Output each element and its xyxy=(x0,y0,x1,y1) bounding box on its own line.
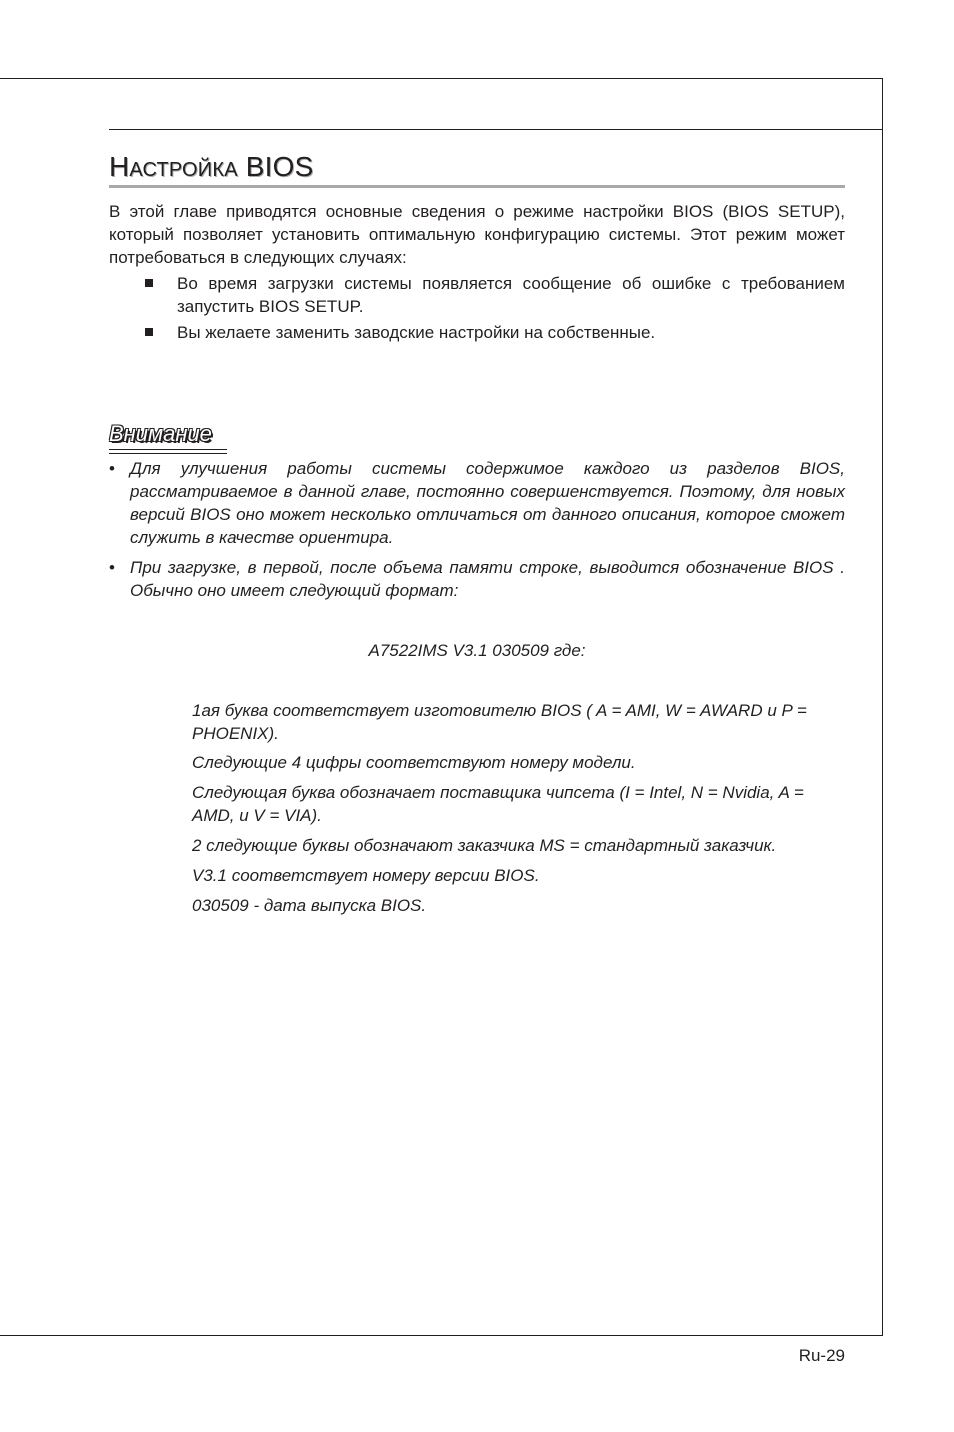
attention-heading: Внимание xyxy=(109,421,212,446)
attention-note xyxy=(109,457,845,549)
bullet-icon: • xyxy=(109,558,115,577)
attention-note-text: При загрузке, в первой, после объема памяти строке, выводится обозначение BIOS . Обычно оно имеет следующий формат: xyxy=(130,558,845,600)
intro-paragraph: В этой главе приводятся основные сведения о режиме настройки BIOS (BIOS SETUP), который позволяет установить оптимальную конфигурацию системы. Этот режим может потребоваться в следующих случаях: xyxy=(109,202,845,267)
list-item-text: Во время загрузки системы появляется сообщение об ошибке с требованием запустить BIOS SETUP. xyxy=(177,274,845,316)
bullet-icon: • xyxy=(109,459,115,478)
square-bullet-icon xyxy=(145,279,153,287)
definition-item: 2 следующие буквы обозначают заказчика MS = стандартный заказчик. xyxy=(192,836,777,855)
definition-item: Следующая буква обозначает поставщика чипсета (I = Intel, N = Nvidia, A = AMD, и V = VIA). xyxy=(192,783,804,825)
cases-list-2 xyxy=(109,321,845,344)
page-frame-top-rule xyxy=(0,78,883,79)
square-bullet-icon xyxy=(145,328,153,336)
section-title-word: Настройка xyxy=(109,151,238,182)
definition-item: 030509 - дата выпуска BIOS. xyxy=(192,896,427,915)
section-title-bios: BIOS xyxy=(245,151,314,182)
list-item-text: Вы желаете заменить заводские настройки на собственные. xyxy=(177,323,656,342)
attention-note-text: Для улучшения работы системы содержимое каждого из разделов BIOS, рассматриваемое в данной главе, постоянно совершенствуется. Поэтому, для новых версий BIOS оно может несколько отличаться от данного описания, которое сможет служить в качестве ориентира. xyxy=(130,459,845,547)
definition-item: Следующие 4 цифры соответствуют номеру модели. xyxy=(192,753,636,772)
attention-underline xyxy=(109,449,227,450)
cases-list xyxy=(109,272,845,318)
attention-underline-double xyxy=(109,453,227,454)
bios-format-example: A7522IMS V3.1 030509 где: xyxy=(368,641,586,660)
page-frame-right-rule xyxy=(882,78,883,1336)
list-item xyxy=(109,272,845,318)
page-number: Ru-29 xyxy=(798,1346,845,1365)
header-rule xyxy=(109,129,883,130)
list-item xyxy=(109,321,845,344)
definition-item: V3.1 соответствует номеру версии BIOS. xyxy=(192,866,540,885)
section-title-underline xyxy=(109,185,845,188)
definition-item: 1ая буква соответствует изготовителю BIOS ( A = AMI, W = AWARD и P = PHOENIX). xyxy=(192,701,807,743)
section-title xyxy=(109,150,845,184)
attention-note xyxy=(109,556,845,602)
page-frame-bottom-rule xyxy=(0,1335,883,1336)
